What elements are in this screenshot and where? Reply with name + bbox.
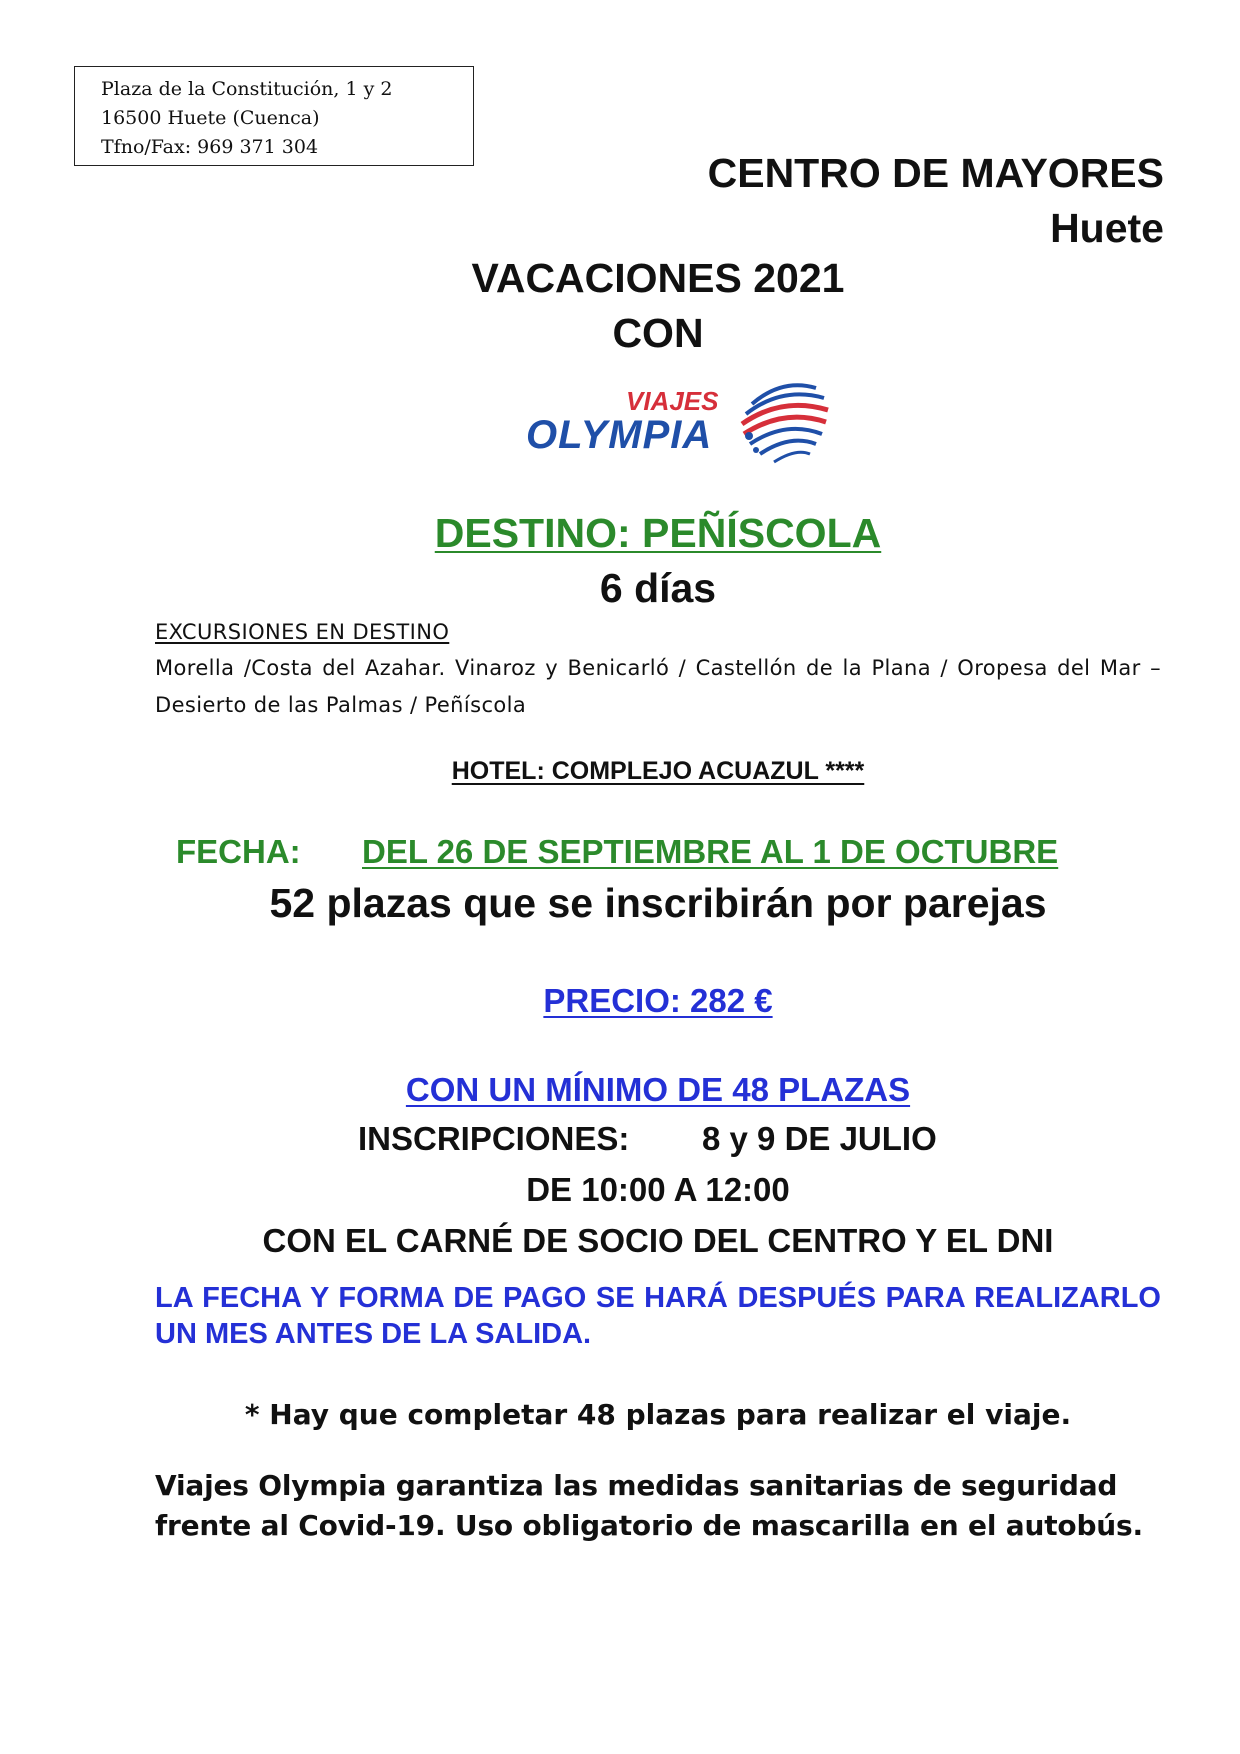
olympia-logo-graphic: [520, 376, 840, 472]
registration-hours: DE 10:00 A 12:00: [526, 1171, 790, 1208]
covid-note: Viajes Olympia garantiza las medidas sanitarias de seguridad frente al Covid-19. Uso obligatorio de mascarilla en el autobús.: [155, 1469, 1143, 1542]
vacations-title: VACACIONES 2021: [471, 255, 845, 301]
address-box: [74, 66, 474, 166]
payment-note: LA FECHA Y FORMA DE PAGO SE HARÁ DESPUÉS PARA REALIZARLO UN MES ANTES DE LA SALIDA.: [155, 1282, 1161, 1350]
destination-title: DESTINO: PEÑÍSCOLA: [434, 510, 882, 556]
hotel-name: HOTEL: COMPLEJO ACUAZUL ****: [451, 757, 865, 785]
excursions-list: Morella /Costa del Azahar. Vinaroz y Benicarló / Castellón de la Plana / Oropesa del Mar – Desierto de las Palmas / Peñíscola: [155, 656, 1161, 717]
address-line-phone: Tfno/Fax: 969 371 304: [101, 136, 319, 158]
registration-days: 8 y 9 DE JULIO: [702, 1120, 937, 1157]
registration-requirements: CON EL CARNÉ DE SOCIO DEL CENTRO Y EL DNI: [262, 1222, 1054, 1259]
with-label: CON: [612, 310, 704, 356]
viajes-olympia-logo: [520, 376, 840, 472]
registration-label: INSCRIPCIONES:: [358, 1120, 630, 1157]
excursions-heading: EXCURSIONES EN DESTINO: [155, 620, 450, 644]
logo-viajes-text: VIAJES: [626, 386, 719, 416]
logo-olympia-text: OLYMPIA: [526, 413, 713, 457]
trip-duration: 6 días: [599, 565, 717, 611]
date-range: DEL 26 DE SEPTIEMBRE AL 1 DE OCTUBRE: [362, 833, 1059, 870]
globe-swoosh-icon: [742, 385, 828, 462]
minimum-places: CON UN MÍNIMO DE 48 PLAZAS: [405, 1071, 911, 1108]
address-line-city: 16500 Huete (Cuenca): [101, 107, 320, 129]
completion-note: * Hay que completar 48 plazas para realizar el viaje.: [244, 1398, 1072, 1431]
date-label: FECHA:: [176, 833, 301, 870]
places-info: 52 plazas que se inscribirán por parejas: [269, 880, 1047, 926]
center-town: Huete: [1050, 205, 1164, 251]
price: PRECIO: 282 €: [543, 982, 773, 1019]
center-title: CENTRO DE MAYORES: [707, 150, 1164, 196]
address-line-street: Plaza de la Constitución, 1 y 2: [101, 78, 393, 100]
